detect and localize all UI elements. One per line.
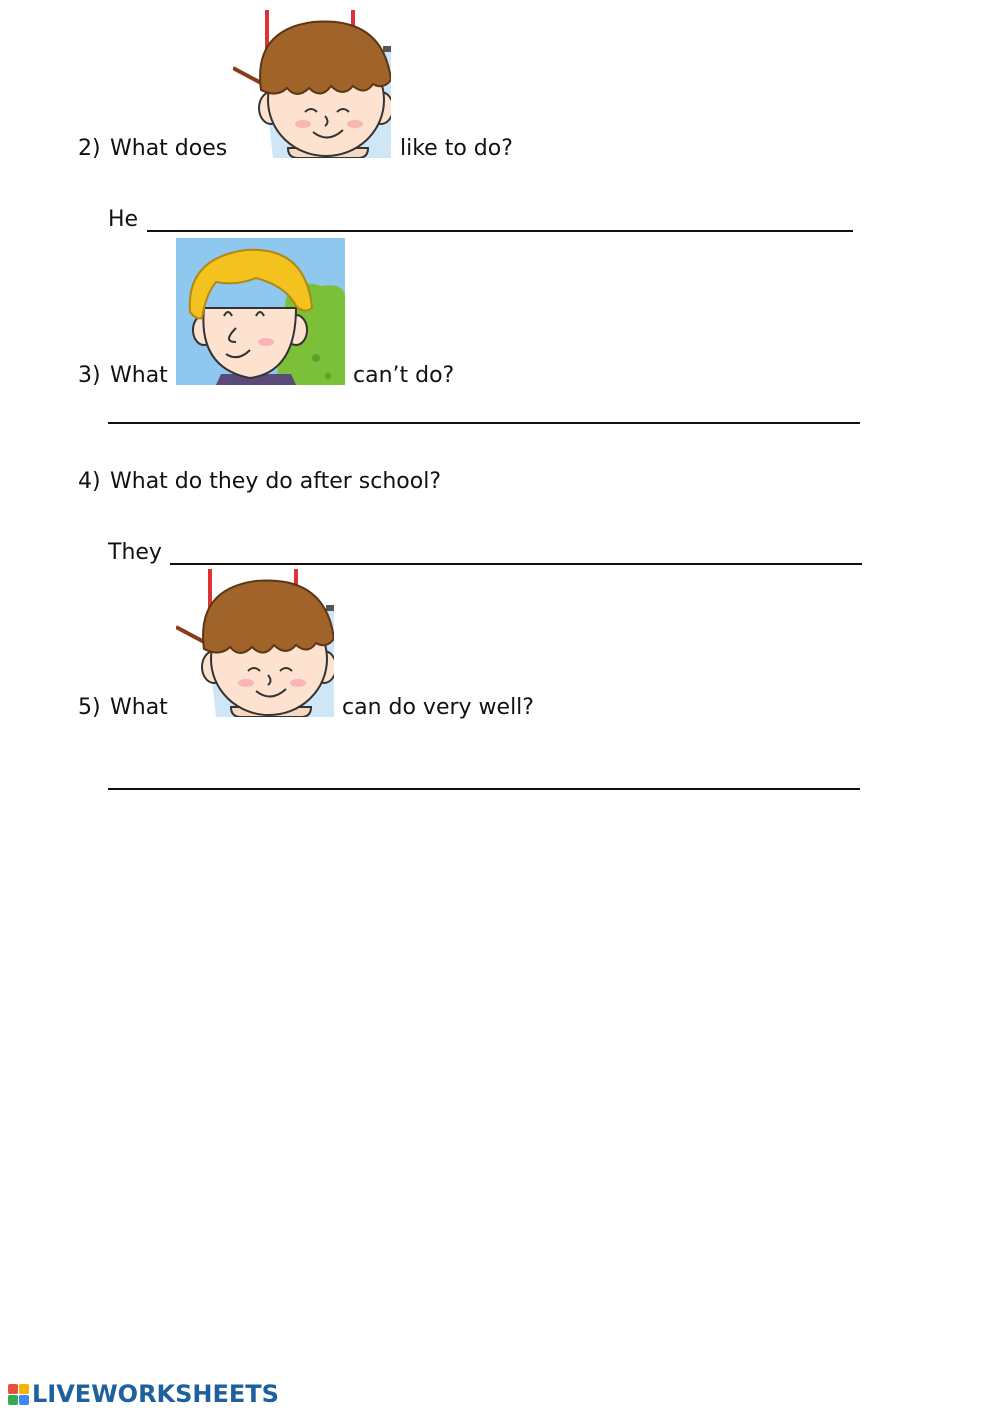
- brown-haired-boy-icon: [233, 10, 391, 158]
- question-5-number: 5): [78, 695, 101, 720]
- question-2-answer-prefix: He: [108, 207, 139, 232]
- blond-haired-boy-icon: [176, 238, 345, 385]
- question-3-number: 3): [78, 363, 101, 388]
- boy-brown-hair-picture-2: [176, 569, 334, 717]
- question-3-text-after: can’t do?: [353, 363, 455, 388]
- question-5-answer-line[interactable]: [108, 788, 860, 790]
- question-4-answer-line[interactable]: [170, 563, 862, 565]
- logo-block-yellow: [19, 1384, 29, 1394]
- logo-blocks-icon: [8, 1384, 29, 1405]
- liveworksheets-logo[interactable]: [8, 1381, 279, 1407]
- brown-haired-boy-icon: [176, 569, 334, 717]
- question-4-number: 4): [78, 469, 101, 494]
- boy-blond-hair-picture: [176, 238, 345, 385]
- logo-block-blue: [19, 1395, 29, 1405]
- question-4-text: What do they do after school?: [110, 469, 441, 494]
- question-5-text-before: What: [110, 695, 168, 720]
- question-4-answer-prefix: They: [108, 540, 162, 565]
- boy-brown-hair-picture-1: [233, 10, 391, 158]
- question-3-answer-line[interactable]: [108, 422, 860, 424]
- logo-brand-text: LIVEWORKSHEETS: [32, 1380, 279, 1408]
- logo-block-red: [8, 1384, 18, 1394]
- question-2-answer-line[interactable]: [147, 230, 853, 232]
- logo-block-green: [8, 1395, 18, 1405]
- question-2-number: 2): [78, 136, 101, 161]
- question-3-text-before: What: [110, 363, 168, 388]
- question-2-text-before: What does: [110, 136, 228, 161]
- question-2-text-after: like to do?: [400, 136, 513, 161]
- question-5-text-after: can do very well?: [342, 695, 534, 720]
